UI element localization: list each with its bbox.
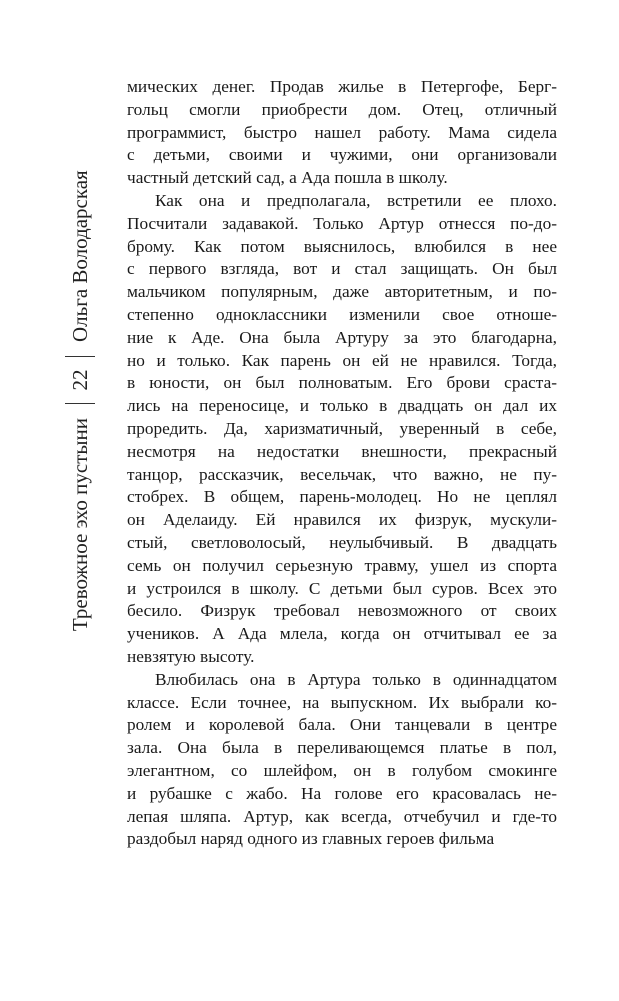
text-line: мальчиком популярным, даже авторитетным, и по- [127, 282, 557, 302]
text-line: с детьми, своими и чужими, они организовали [127, 145, 557, 165]
text-line: танцор, рассказчик, весельчак, что важно, не пу- [127, 464, 557, 484]
running-head-book-title: Тревожное эхо пустыни [67, 418, 92, 632]
text-line: проредить. Да, харизматичный, уверенный в себе, [127, 418, 557, 438]
text-line: раздобыл наряд одного из главных героев фильма [127, 829, 495, 849]
running-head-divider [65, 356, 95, 357]
text-line: ролем и королевой бала. Они танцевали в центре [127, 715, 557, 735]
text-line: несмотря на недостатки внешности, прекрасный [127, 441, 557, 461]
text-line: бесило. Физрук требовал невозможного от своих [127, 601, 557, 621]
text-line: стобрех. В общем, парень-молодец. Но не цеплял [127, 487, 557, 507]
text-line: и рубашке с жабо. На голове его красовалась не- [127, 783, 557, 803]
text-line: с первого взгляда, вот и стал защищать. Он был [127, 259, 557, 279]
text-line: зала. Она была в переливающемся платье в пол, [127, 738, 557, 758]
text-line: семь он получил серьезную травму, ушел из спорта [127, 555, 557, 575]
page-number: 22 [67, 369, 92, 391]
paragraph [127, 76, 557, 190]
text-line: он Аделаиду. Ей нравился их физрук, мускули- [127, 510, 557, 530]
text-line: классе. Если точнее, на выпускном. Их выбрали ко- [127, 692, 557, 712]
text-line: но и только. Как парень он ей не нравился. Тогда, [127, 350, 557, 370]
paragraph [127, 190, 557, 669]
text-line: учеников. А Ада млела, когда он отчитывал ее за [127, 624, 557, 644]
text-line: Влюбилась она в Артура только в одиннадцатом [155, 669, 557, 689]
text-line: ние к Аде. Она была Артуру за это благодарна, [127, 327, 557, 347]
text-line: стый, светловолосый, неулыбчивый. В двадцать [127, 532, 557, 552]
running-head-divider [65, 403, 95, 404]
text-line: Как она и предполагала, встретили ее плохо. [155, 190, 557, 210]
running-head-text [62, 168, 98, 708]
text-line: в юности, он был полноватым. Его брови сраста- [127, 373, 557, 393]
body-text [127, 76, 557, 851]
text-line: гольц смогли приобрести дом. Отец, отличный [127, 99, 557, 119]
text-line: степенно одноклассники изменили свое отноше- [127, 304, 557, 324]
text-line: невзятую высоту. [127, 646, 255, 666]
text-line: лепая шляпа. Артур, как всегда, отчебучил и где-то [127, 806, 557, 826]
text-line: частный детский сад, а Ада пошла в школу. [127, 168, 448, 188]
text-line: Посчитали задавакой. Только Артур отнесся по-до- [127, 213, 557, 233]
text-line: брому. Как потом выяснилось, влюбился в нее [127, 236, 557, 256]
running-head-author: Ольга Володарская [67, 170, 92, 342]
text-line: лись на переносице, и только в двадцать он дал их [127, 396, 557, 416]
paragraph [127, 669, 557, 851]
text-line: и устроился в школу. С детьми был суров. Всех это [127, 578, 557, 598]
text-line: элегантном, со шлейфом, он в голубом смокинге [127, 760, 557, 780]
text-line: программист, быстро нашел работу. Мама сидела [127, 122, 557, 142]
text-line: мических денег. Продав жилье в Петергофе, Берг- [127, 77, 557, 96]
running-head [62, 168, 98, 708]
